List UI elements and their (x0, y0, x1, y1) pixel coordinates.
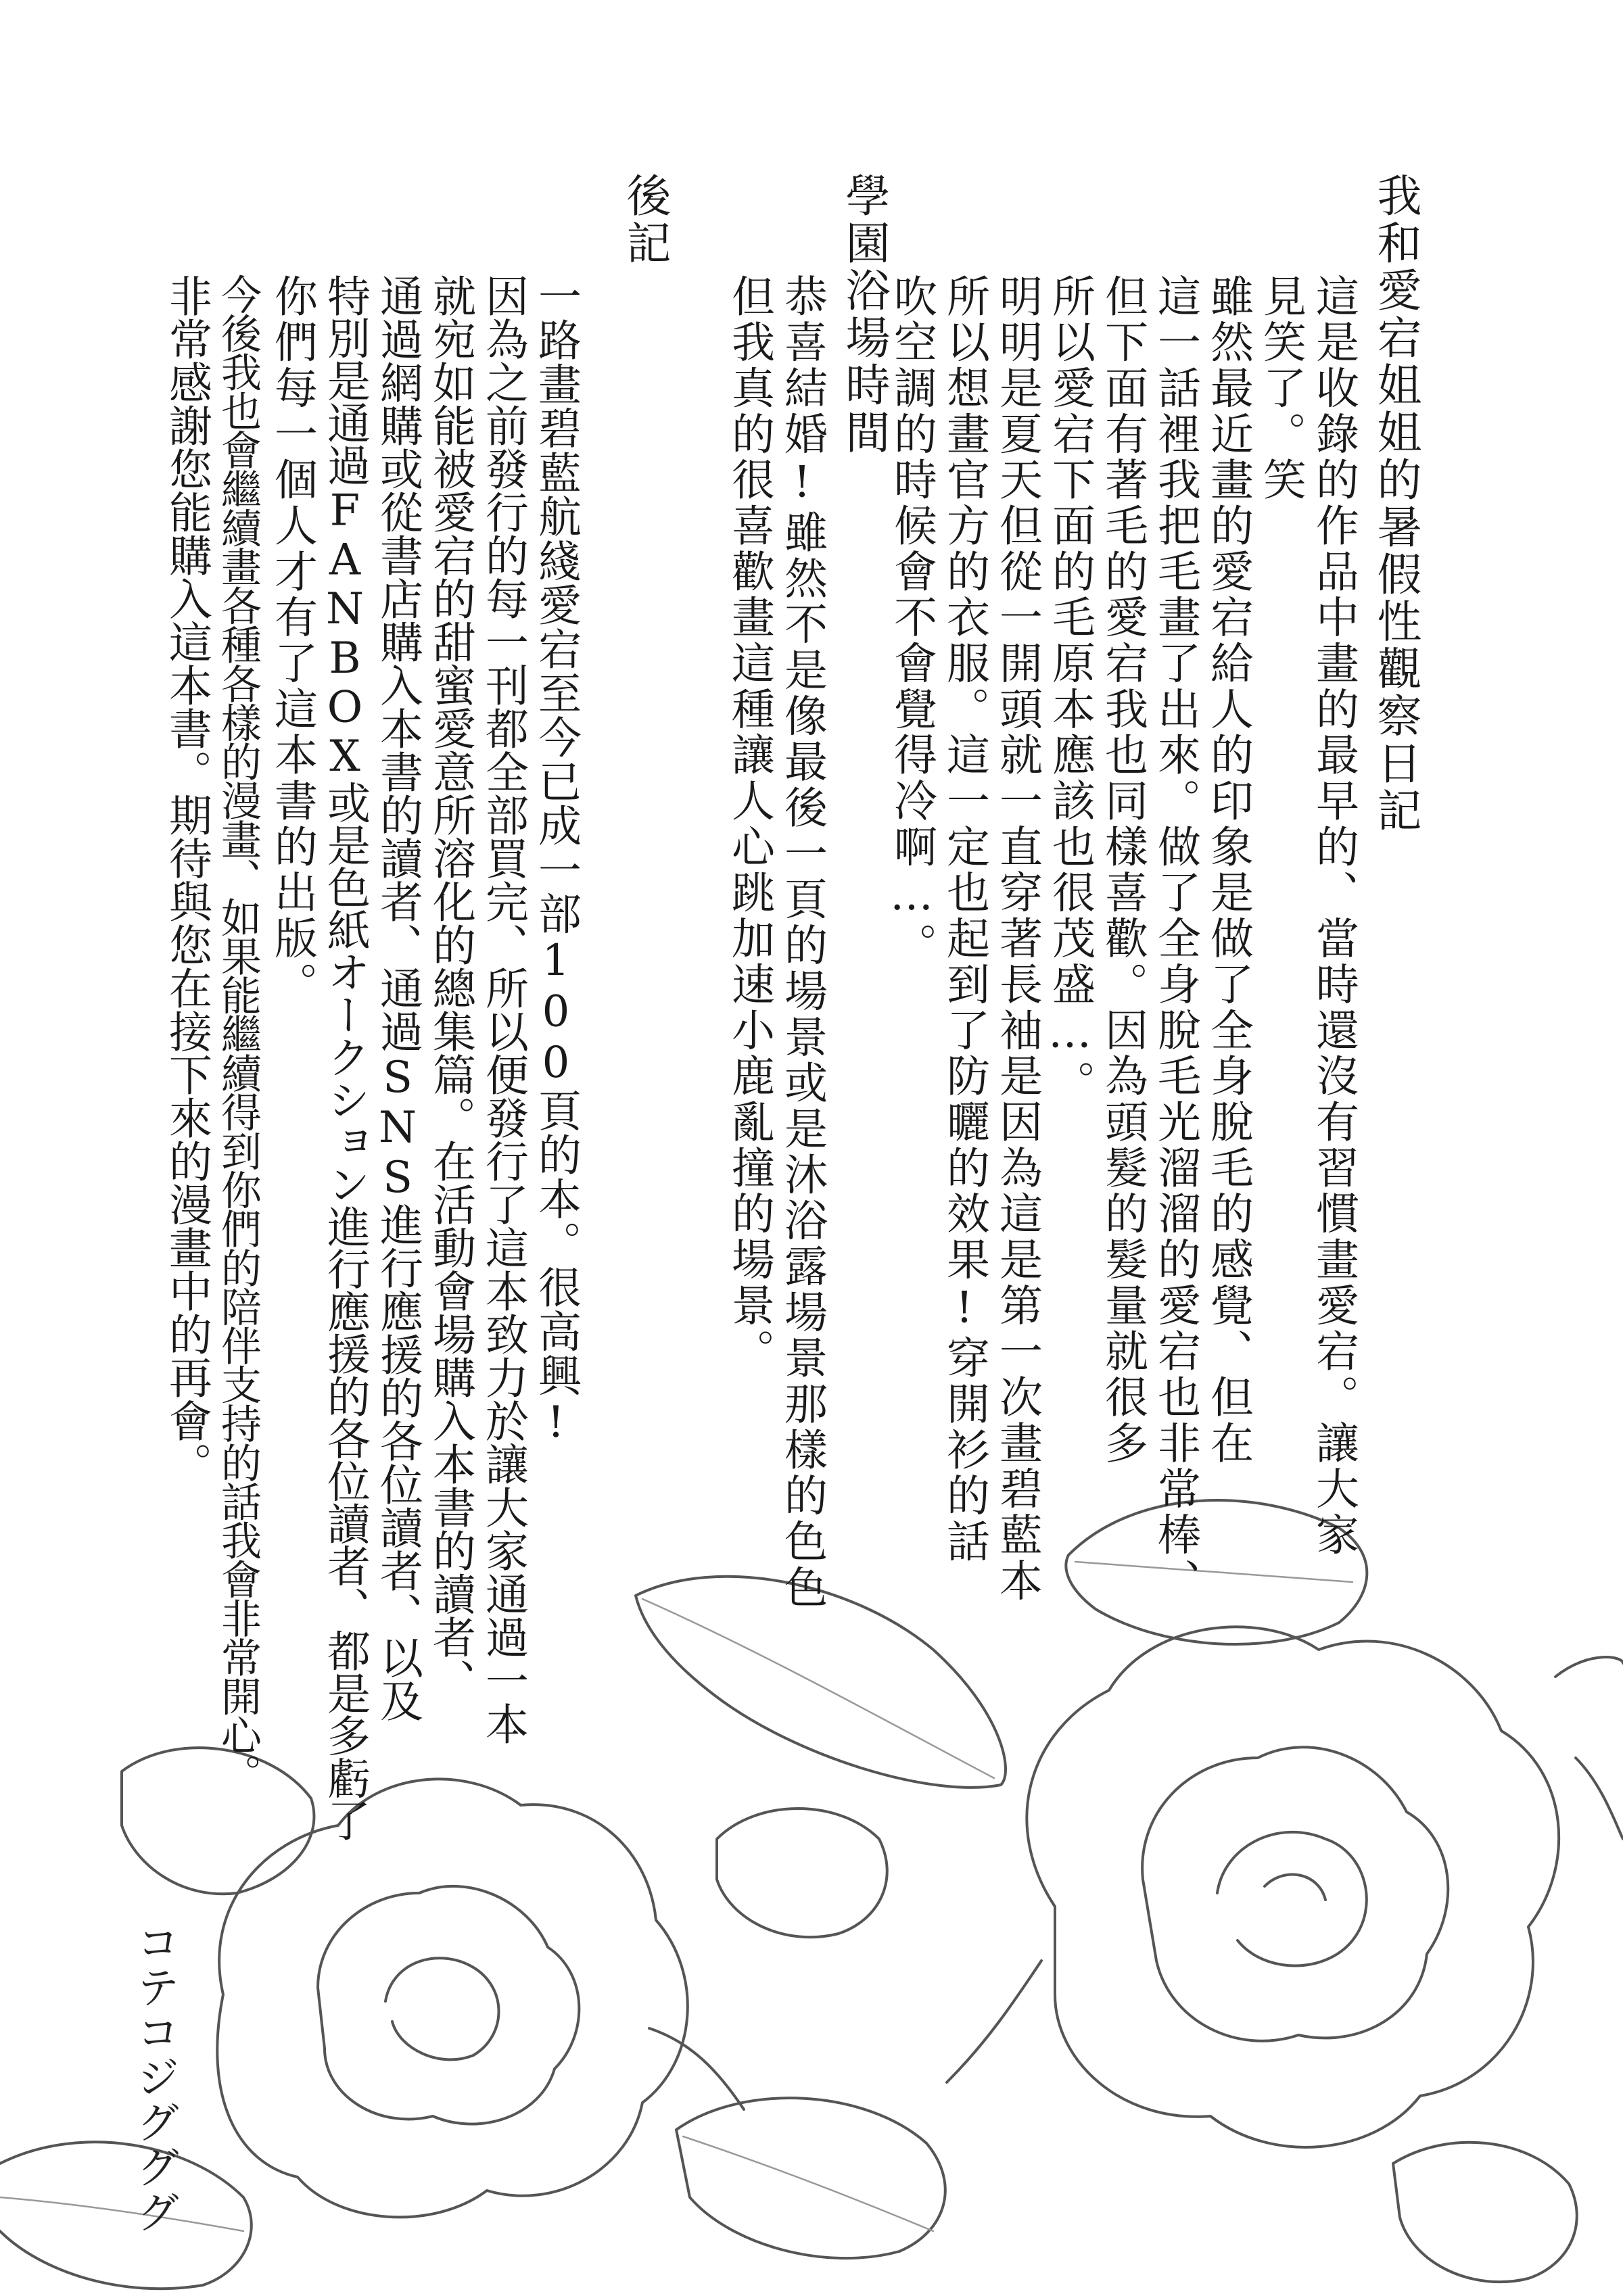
section3-line: 因為之前發行的每一刊都全部買完、所以便發行了這本致力於讓大家通過一本 (478, 274, 528, 1745)
section3-line: 你們每一個人才有了這本書的出版。 (267, 274, 317, 1008)
section1-line: 這一話裡我把毛畫了出來。做了全身脫毛光溜溜的愛宕也非常棒、 (1150, 274, 1200, 1604)
section1-line: 所以愛宕下面的毛原本應該也很茂盛…。 (1045, 274, 1095, 1107)
section3-line: 特別是通過FANBOX或是色紙オークション進行應援的各位讀者、都是多虧了 (320, 274, 370, 1841)
section1-line: 雖然最近畫的愛宕給人的印象是做了全身脫毛的感覺、但在 (1203, 274, 1253, 1466)
stem-lines (649, 1961, 1041, 2109)
section2-title: 學園浴場時間 (838, 172, 890, 456)
section1-line: 吹空調的時候會不會覺得冷啊…。 (887, 274, 937, 969)
leaf-center-stem (717, 1809, 887, 1937)
section2-line: 恭喜結婚!雖然不是像最後一頁的場景或是沐浴露場景那樣的色色 (777, 274, 827, 1611)
section3-line: 就宛如能被愛宕的甜蜜愛意所溶化的總集篇。在活動會場購入本書的讀者、 (425, 274, 475, 1702)
section3-line: 今後我也會繼續畫各種各樣的漫畫、如果能繼續得到你們的陪伴支持的話我會非常開心。 (214, 274, 262, 1793)
leaf-bottom-left-vein (0, 2197, 243, 2231)
section1-line: 但下面有著毛的愛宕我也同樣喜歡。因為頭髮的髮量就很多 (1098, 274, 1148, 1466)
author-signature: コテコジグググ (129, 1920, 179, 2235)
section3-title: 後記 (619, 172, 671, 267)
section1-title: 我和愛宕姐姐的暑假性觀察日記 (1369, 172, 1421, 835)
section3-line: 通過網購或從書店購入本書的讀者、通過SNS進行應援的各位讀者、以及 (373, 274, 423, 1722)
section2-line: 但我真的很喜歡畫這種讓人心跳加速小鹿亂撞的場景。 (724, 274, 774, 1375)
section1-line: 見笑了。笑 (1256, 274, 1306, 504)
section3-line: 一路畫碧藍航綫愛宕至今已成一部100頁的本。很高興! (531, 274, 581, 1449)
flower-left-outer-petals (217, 1779, 688, 2217)
flower-right-center (1217, 1832, 1367, 1966)
section1-line: 這是收錄的作品中畫的最早的、當時還沒有習慣畫愛宕。讓大家 (1309, 274, 1359, 1558)
section1-line: 明明是夏天但從一開頭就一直穿著長袖是因為這是第一次畫碧藍本 (992, 274, 1042, 1604)
flower-left-center (385, 1958, 499, 2059)
flower-left-inner-petals (318, 1886, 579, 2124)
leaf-bottom-center-vein (683, 2136, 933, 2231)
leaf-bottom-left (0, 2142, 252, 2289)
section3-line: 非常感謝您能購入這本書。期待與您在接下來的漫畫中的再會。 (162, 274, 212, 1485)
flower-right-inner-petals (1142, 1747, 1448, 2040)
leaf-bottom-right (1393, 2143, 1577, 2282)
leaf-top-right-vein (1075, 1562, 1352, 1582)
flower-right-outer-petals (1027, 1627, 1559, 2147)
leaf-bottom-center (676, 2098, 945, 2258)
leaf-right-edge (1555, 1657, 1623, 1839)
section1-line: 所以想畫官方的衣服。這一定也起到了防曬的效果!穿開衫的話 (939, 274, 989, 1565)
